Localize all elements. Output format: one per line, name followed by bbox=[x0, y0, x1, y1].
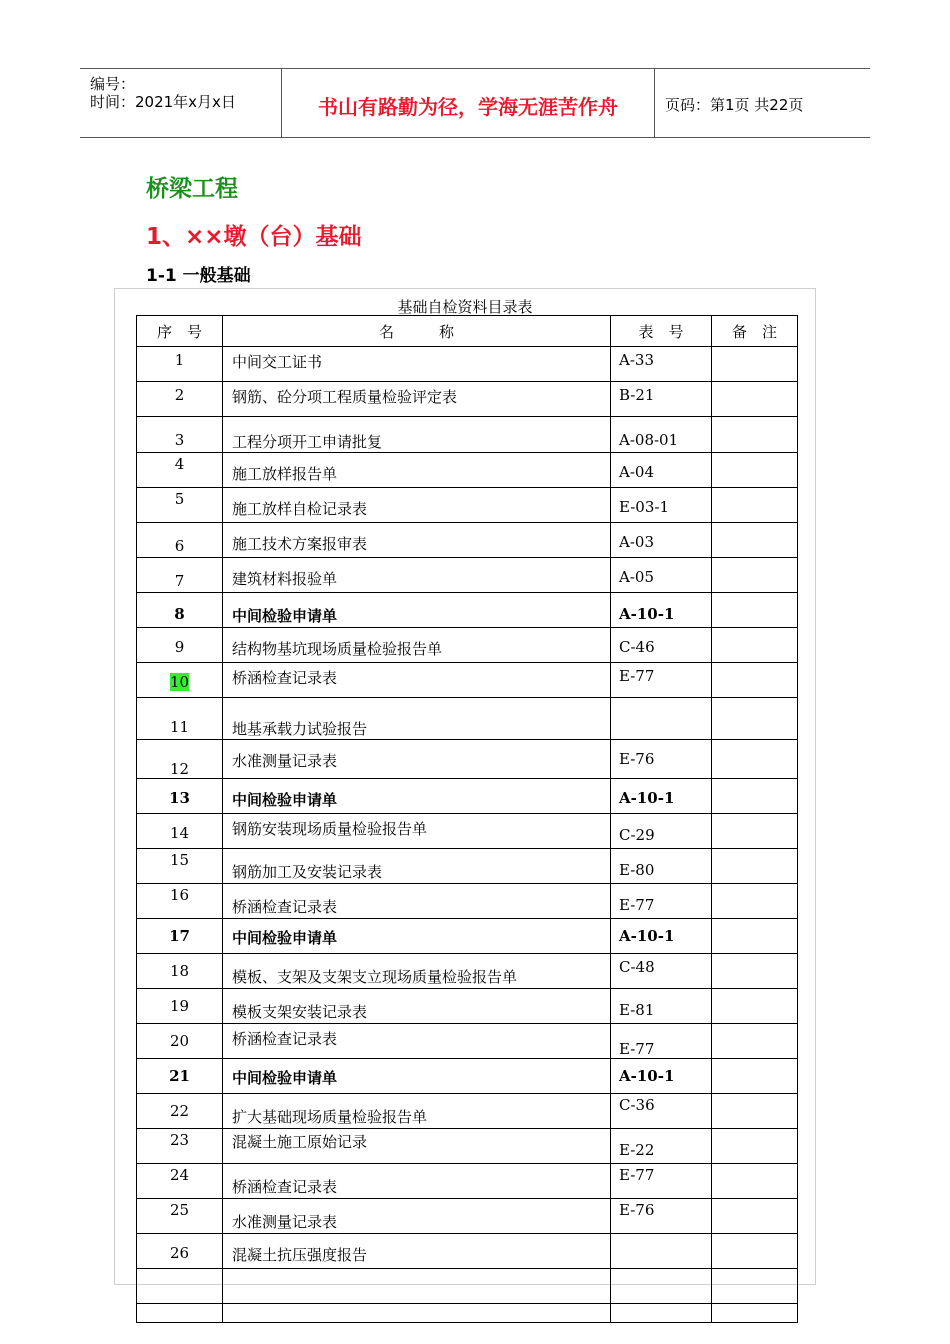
row-remark-cell bbox=[712, 1199, 798, 1234]
row-name-cell bbox=[223, 919, 611, 954]
row-code: E-77 bbox=[619, 667, 655, 685]
row-name: 钢筋加工及安装记录表 bbox=[232, 863, 383, 881]
row-remark-cell bbox=[712, 1164, 798, 1199]
row-number-cell bbox=[137, 698, 223, 740]
row-remark-cell bbox=[712, 814, 798, 849]
row-name-cell bbox=[223, 1024, 611, 1059]
number-label: 编号： bbox=[90, 75, 136, 93]
row-code-cell bbox=[611, 382, 712, 417]
row-code: E-03-1 bbox=[619, 498, 669, 516]
subsection-title: 1-1 一般基础 bbox=[146, 266, 251, 286]
row-remark-cell bbox=[712, 954, 798, 989]
table-row bbox=[137, 989, 798, 1024]
row-remark-cell bbox=[712, 919, 798, 954]
row-code-cell bbox=[611, 558, 712, 593]
row-code-cell bbox=[611, 417, 712, 453]
row-remark-cell bbox=[712, 417, 798, 453]
table-row bbox=[137, 1129, 798, 1164]
row-code-cell bbox=[611, 663, 712, 698]
row-number-cell bbox=[137, 919, 223, 954]
row-code-cell bbox=[611, 989, 712, 1024]
row-name-cell bbox=[223, 1304, 611, 1323]
row-remark-cell bbox=[712, 453, 798, 488]
row-remark-cell bbox=[712, 347, 798, 382]
row-code: E-76 bbox=[619, 1201, 655, 1219]
header-remark: 备 注 bbox=[712, 316, 798, 347]
header-left-cell bbox=[80, 69, 282, 137]
row-remark-cell bbox=[712, 698, 798, 740]
row-name: 模板、支架及支架支立现场质量检验报告单 bbox=[232, 968, 518, 986]
row-remark-cell bbox=[712, 740, 798, 779]
row-code-cell bbox=[611, 698, 712, 740]
table-row bbox=[137, 558, 798, 593]
row-code-cell bbox=[611, 628, 712, 663]
row-number: 6 bbox=[174, 537, 185, 555]
row-code-cell bbox=[611, 1304, 712, 1323]
row-name-cell bbox=[223, 417, 611, 453]
row-remark-cell bbox=[712, 488, 798, 523]
row-code: A-33 bbox=[619, 351, 654, 369]
row-name-cell bbox=[223, 628, 611, 663]
row-remark-cell bbox=[712, 884, 798, 919]
row-name-cell bbox=[223, 954, 611, 989]
row-code-cell bbox=[611, 1269, 712, 1304]
row-number-cell bbox=[137, 523, 223, 558]
row-name: 钢筋安装现场质量检验报告单 bbox=[232, 820, 428, 838]
row-code: C-29 bbox=[619, 826, 655, 844]
table-row bbox=[137, 1234, 798, 1269]
row-name-cell bbox=[223, 663, 611, 698]
table-row bbox=[137, 417, 798, 453]
row-code: A-04 bbox=[619, 463, 654, 481]
table-row bbox=[137, 453, 798, 488]
row-name-cell bbox=[223, 1234, 611, 1269]
date-label: 时间：2021年x月x日 bbox=[90, 93, 236, 111]
row-name: 工程分项开工申请批复 bbox=[232, 433, 383, 451]
row-code: E-22 bbox=[619, 1141, 655, 1159]
row-name-cell bbox=[223, 1164, 611, 1199]
row-name-cell bbox=[223, 740, 611, 779]
row-remark-cell bbox=[712, 1024, 798, 1059]
row-remark-cell bbox=[712, 628, 798, 663]
row-number: 22 bbox=[169, 1102, 190, 1120]
row-code: E-77 bbox=[619, 1166, 655, 1184]
row-code-cell bbox=[611, 593, 712, 628]
row-number-cell bbox=[137, 628, 223, 663]
table-row bbox=[137, 884, 798, 919]
row-name: 中间交工证书 bbox=[232, 353, 323, 371]
row-code: C-48 bbox=[619, 958, 655, 976]
row-code: E-76 bbox=[619, 750, 655, 768]
row-name-cell bbox=[223, 1059, 611, 1094]
row-number: 17 bbox=[169, 927, 190, 945]
row-name: 中间检验申请单 bbox=[232, 1069, 338, 1087]
row-number-cell bbox=[137, 954, 223, 989]
row-code: E-80 bbox=[619, 861, 655, 879]
table-row bbox=[137, 382, 798, 417]
row-number: 20 bbox=[169, 1032, 190, 1050]
row-code-cell bbox=[611, 849, 712, 884]
table-row bbox=[137, 1304, 798, 1323]
row-name: 施工放样自检记录表 bbox=[232, 500, 368, 518]
row-number: 19 bbox=[169, 997, 190, 1015]
row-number: 24 bbox=[169, 1166, 190, 1184]
row-code: C-46 bbox=[619, 638, 655, 656]
page-header bbox=[80, 68, 870, 138]
row-remark-cell bbox=[712, 849, 798, 884]
table-row bbox=[137, 1199, 798, 1234]
row-code: A-08-01 bbox=[619, 431, 679, 449]
row-remark-cell bbox=[712, 779, 798, 814]
row-name: 中间检验申请单 bbox=[232, 791, 338, 809]
row-code: C-36 bbox=[619, 1096, 655, 1114]
header-middle-cell bbox=[282, 69, 655, 137]
row-name-cell bbox=[223, 523, 611, 558]
row-number: 18 bbox=[169, 962, 190, 980]
row-name-cell bbox=[223, 1269, 611, 1304]
row-code: E-77 bbox=[619, 1040, 655, 1058]
row-name-cell bbox=[223, 849, 611, 884]
row-name: 结构物基坑现场质量检验报告单 bbox=[232, 640, 443, 658]
table-row bbox=[137, 628, 798, 663]
section-title: 桥梁工程 bbox=[146, 176, 238, 202]
row-name-cell bbox=[223, 558, 611, 593]
row-number-cell bbox=[137, 1059, 223, 1094]
row-name-cell bbox=[223, 347, 611, 382]
row-number-cell bbox=[137, 779, 223, 814]
row-name-cell bbox=[223, 488, 611, 523]
row-code-cell bbox=[611, 779, 712, 814]
row-name: 施工放样报告单 bbox=[232, 465, 338, 483]
row-number-cell bbox=[137, 1234, 223, 1269]
row-remark-cell bbox=[712, 1269, 798, 1304]
row-remark-cell bbox=[712, 663, 798, 698]
row-code-cell bbox=[611, 488, 712, 523]
row-name-cell bbox=[223, 779, 611, 814]
row-number: 1 bbox=[174, 351, 185, 369]
row-name: 地基承载力试验报告 bbox=[232, 720, 368, 738]
table-row bbox=[137, 663, 798, 698]
row-code-cell bbox=[611, 1059, 712, 1094]
document-index-table bbox=[136, 315, 798, 1323]
row-name-cell bbox=[223, 1199, 611, 1234]
row-name: 桥涵检查记录表 bbox=[232, 898, 338, 916]
row-number-cell bbox=[137, 1304, 223, 1323]
header-code: 表 号 bbox=[611, 316, 712, 347]
row-name: 桥涵检查记录表 bbox=[232, 1178, 338, 1196]
header-motto: 书山有路勤为径，学海无涯苦作舟 bbox=[318, 95, 618, 119]
row-name-cell bbox=[223, 814, 611, 849]
row-number: 2 bbox=[174, 386, 185, 404]
row-name-cell bbox=[223, 698, 611, 740]
row-code: A-05 bbox=[619, 568, 654, 586]
pier-title: 1、××墩（台）基础 bbox=[146, 224, 362, 250]
row-name: 水准测量记录表 bbox=[232, 1213, 338, 1231]
row-number-cell bbox=[137, 558, 223, 593]
row-code: A-10-1 bbox=[619, 927, 675, 945]
table-row bbox=[137, 1059, 798, 1094]
row-number: 14 bbox=[169, 824, 190, 842]
row-code: A-10-1 bbox=[619, 1067, 675, 1085]
row-code-cell bbox=[611, 453, 712, 488]
row-code-cell bbox=[611, 1094, 712, 1129]
row-name: 中间检验申请单 bbox=[232, 607, 338, 625]
row-number-cell bbox=[137, 740, 223, 779]
row-number-cell bbox=[137, 417, 223, 453]
row-number-cell bbox=[137, 989, 223, 1024]
row-number: 10 bbox=[169, 673, 190, 691]
row-code: A-03 bbox=[619, 533, 654, 551]
row-code: E-81 bbox=[619, 1001, 655, 1019]
row-name: 中间检验申请单 bbox=[232, 929, 338, 947]
table-row bbox=[137, 919, 798, 954]
row-number-cell bbox=[137, 1024, 223, 1059]
header-right-cell bbox=[655, 69, 870, 137]
row-number-cell bbox=[137, 593, 223, 628]
table-row bbox=[137, 698, 798, 740]
table-row bbox=[137, 954, 798, 989]
row-number-cell bbox=[137, 814, 223, 849]
row-number-cell bbox=[137, 884, 223, 919]
row-code-cell bbox=[611, 1234, 712, 1269]
row-number-cell bbox=[137, 1129, 223, 1164]
row-name: 扩大基础现场质量检验报告单 bbox=[232, 1108, 428, 1126]
row-code-cell bbox=[611, 523, 712, 558]
row-number-cell bbox=[137, 1094, 223, 1129]
row-number: 25 bbox=[169, 1201, 190, 1219]
row-number-cell bbox=[137, 1164, 223, 1199]
row-code-cell bbox=[611, 884, 712, 919]
row-code-cell bbox=[611, 814, 712, 849]
row-remark-cell bbox=[712, 1234, 798, 1269]
table-row bbox=[137, 740, 798, 779]
row-name-cell bbox=[223, 453, 611, 488]
row-code: A-10-1 bbox=[619, 605, 675, 623]
row-remark-cell bbox=[712, 558, 798, 593]
row-name: 水准测量记录表 bbox=[232, 752, 338, 770]
header-name: 名 称 bbox=[223, 316, 611, 347]
table-row bbox=[137, 779, 798, 814]
table-row bbox=[137, 1164, 798, 1199]
row-number: 8 bbox=[174, 605, 185, 623]
row-remark-cell bbox=[712, 382, 798, 417]
row-code-cell bbox=[611, 1199, 712, 1234]
table-row bbox=[137, 347, 798, 382]
row-code-cell bbox=[611, 1129, 712, 1164]
row-number-cell bbox=[137, 663, 223, 698]
row-remark-cell bbox=[712, 1059, 798, 1094]
row-number: 4 bbox=[174, 455, 185, 473]
row-number: 3 bbox=[174, 431, 185, 449]
row-name: 模板支架安装记录表 bbox=[232, 1003, 368, 1021]
row-number: 11 bbox=[169, 718, 190, 736]
row-number-cell bbox=[137, 488, 223, 523]
row-number: 21 bbox=[169, 1067, 190, 1085]
row-name-cell bbox=[223, 593, 611, 628]
row-number-cell bbox=[137, 1199, 223, 1234]
row-remark-cell bbox=[712, 523, 798, 558]
table-row bbox=[137, 488, 798, 523]
table-row bbox=[137, 849, 798, 884]
row-number-cell bbox=[137, 453, 223, 488]
row-number: 13 bbox=[169, 789, 190, 807]
header-no: 序 号 bbox=[137, 316, 223, 347]
row-remark-cell bbox=[712, 593, 798, 628]
row-code-cell bbox=[611, 1164, 712, 1199]
row-number: 9 bbox=[174, 638, 185, 656]
table-header-row bbox=[137, 316, 798, 347]
row-number: 15 bbox=[169, 851, 190, 869]
row-name-cell bbox=[223, 989, 611, 1024]
row-name: 施工技术方案报审表 bbox=[232, 535, 368, 553]
row-number-cell bbox=[137, 382, 223, 417]
row-name: 混凝土抗压强度报告 bbox=[232, 1246, 368, 1264]
table-caption: 基础自检资料目录表 bbox=[397, 298, 533, 316]
table-row bbox=[137, 1269, 798, 1304]
row-name: 建筑材料报验单 bbox=[232, 570, 338, 588]
row-name: 混凝土施工原始记录 bbox=[232, 1133, 368, 1151]
table-row bbox=[137, 1094, 798, 1129]
row-code-cell bbox=[611, 954, 712, 989]
table-row bbox=[137, 1024, 798, 1059]
row-number: 5 bbox=[174, 490, 185, 508]
row-name-cell bbox=[223, 382, 611, 417]
table-row bbox=[137, 523, 798, 558]
row-code: E-77 bbox=[619, 896, 655, 914]
row-code-cell bbox=[611, 347, 712, 382]
table-row bbox=[137, 593, 798, 628]
row-number-cell bbox=[137, 849, 223, 884]
page-number-info: 页码：第1页 共22页 bbox=[665, 96, 804, 114]
row-remark-cell bbox=[712, 989, 798, 1024]
row-number: 16 bbox=[169, 886, 190, 904]
row-number: 26 bbox=[169, 1244, 190, 1262]
row-number-cell bbox=[137, 347, 223, 382]
row-number-cell bbox=[137, 1269, 223, 1304]
row-remark-cell bbox=[712, 1304, 798, 1323]
row-code: A-10-1 bbox=[619, 789, 675, 807]
row-code-cell bbox=[611, 1024, 712, 1059]
row-name-cell bbox=[223, 1094, 611, 1129]
row-name: 钢筋、砼分项工程质量检验评定表 bbox=[232, 388, 458, 406]
row-name: 桥涵检查记录表 bbox=[232, 669, 338, 687]
table-row bbox=[137, 814, 798, 849]
row-remark-cell bbox=[712, 1094, 798, 1129]
row-code: B-21 bbox=[619, 386, 655, 404]
row-code-cell bbox=[611, 740, 712, 779]
row-code-cell bbox=[611, 919, 712, 954]
row-number: 12 bbox=[169, 760, 190, 778]
row-name: 桥涵检查记录表 bbox=[232, 1030, 338, 1048]
row-number: 7 bbox=[174, 572, 185, 590]
row-number: 23 bbox=[169, 1131, 190, 1149]
row-remark-cell bbox=[712, 1129, 798, 1164]
row-name-cell bbox=[223, 1129, 611, 1164]
row-name-cell bbox=[223, 884, 611, 919]
